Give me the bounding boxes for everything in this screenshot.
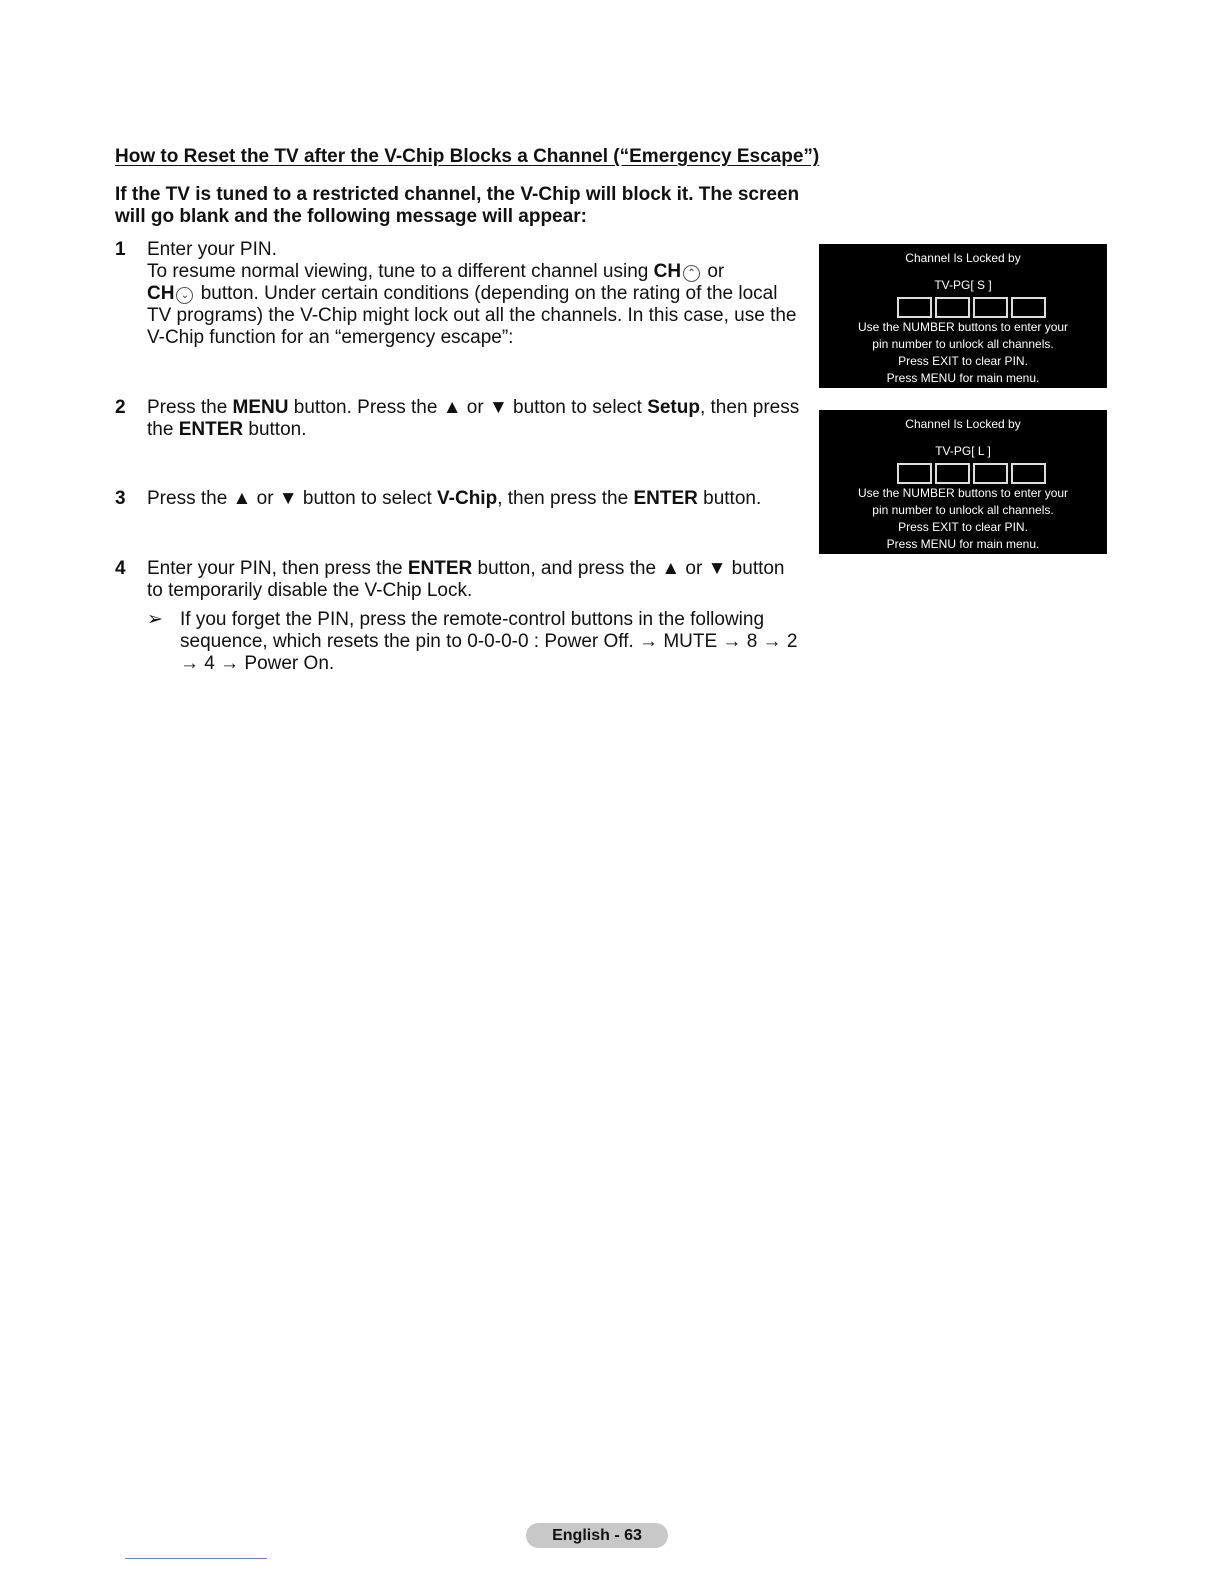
step-1-text: button. Under certain conditions (depending on the rating of the local TV programs) the V-Chip might lock out all the channels. In this case, use the V-Chip function for an “emergency escape”: — [147, 283, 797, 348]
osd-rating: TV-PG[ L ] — [935, 444, 991, 458]
page-number-badge: English - 63 — [526, 1523, 668, 1548]
pin-entry-boxes — [897, 297, 1046, 318]
section-heading: How to Reset the TV after the V-Chip Blocks a Channel (“Emergency Escape”) — [115, 146, 820, 167]
osd-rating: TV-PG[ S ] — [934, 278, 992, 292]
step-number: 1 — [115, 239, 126, 260]
ch-label: CH — [147, 283, 175, 304]
step-1-text: To resume normal viewing, tune to a different channel using — [147, 261, 654, 282]
pin-digit-box — [935, 463, 970, 484]
step-3-text: , then press the — [497, 488, 634, 509]
pin-entry-boxes — [897, 463, 1046, 484]
step-3 — [115, 488, 805, 510]
osd-line: Press EXIT to clear PIN. — [898, 520, 1028, 534]
step-1 — [115, 239, 805, 349]
note — [147, 609, 805, 675]
step-1-text: or — [702, 261, 725, 282]
pin-digit-box — [935, 297, 970, 318]
pin-digit-box — [897, 463, 932, 484]
step-2-text: , then press the — [147, 397, 800, 440]
note-arrow-icon: ➢ — [147, 609, 163, 630]
menu-label: MENU — [232, 397, 289, 418]
osd-locked-screen-1 — [819, 244, 1107, 388]
step-2 — [115, 397, 805, 441]
step-2-text: button. — [243, 419, 307, 440]
osd-line: pin number to unlock all channels. — [872, 503, 1054, 517]
osd-line: Press MENU for main menu. — [886, 537, 1040, 551]
osd-line: Press MENU for main menu. — [886, 371, 1040, 385]
setup-label: Setup — [647, 397, 700, 418]
osd-line: Press EXIT to clear PIN. — [898, 354, 1028, 368]
footer-divider — [125, 1558, 267, 1559]
step-1-line: Enter your PIN. — [147, 239, 277, 260]
intro-text: If the TV is tuned to a restricted channel, the V-Chip will block it. The screen will go blank and the following message will appear: — [115, 184, 800, 227]
enter-label: ENTER — [178, 419, 244, 440]
step-3-text: button. — [697, 488, 762, 509]
pin-digit-box — [897, 297, 932, 318]
osd-line: Use the NUMBER buttons to enter your — [857, 486, 1069, 500]
step-3-text: Press the ▲ or ▼ button to select — [147, 488, 438, 509]
osd-line: pin number to unlock all channels. — [872, 337, 1054, 351]
step-1-body — [147, 261, 805, 349]
step-4-text: Enter your PIN, then press the — [147, 558, 408, 579]
ch-label: CH — [653, 261, 682, 282]
step-4 — [115, 558, 805, 675]
step-number: 2 — [115, 397, 126, 418]
osd-instructions — [819, 319, 1107, 387]
content — [115, 146, 820, 675]
enter-label: ENTER — [407, 558, 473, 579]
step-2-text: Press the — [147, 397, 233, 418]
channel-down-icon: ⌄ — [176, 287, 193, 304]
pin-digit-box — [973, 297, 1008, 318]
step-4-text: button, and press the ▲ or ▼ button to temporarily disable the V-Chip Lock. — [147, 558, 785, 601]
pin-digit-box — [1011, 463, 1046, 484]
pin-digit-box — [1011, 297, 1046, 318]
step-2-text: button. Press the ▲ or ▼ button to select — [288, 397, 648, 418]
osd-instructions — [819, 485, 1107, 553]
channel-up-icon: ⌃ — [683, 265, 700, 282]
enter-label: ENTER — [633, 488, 698, 509]
osd-title: Channel Is Locked by — [905, 417, 1021, 431]
step-number: 3 — [115, 488, 126, 509]
vchip-label: V-Chip — [437, 488, 498, 509]
osd-locked-screen-2 — [819, 410, 1107, 554]
note-text: If you forget the PIN, press the remote-control buttons in the following sequence, which resets the pin to 0-0-0-0 : Power Off. → MUTE → 8 → 2 → 4 → Power On. — [180, 609, 798, 674]
osd-title: Channel Is Locked by — [905, 251, 1021, 265]
step-number: 4 — [115, 558, 126, 579]
pin-digit-box — [973, 463, 1008, 484]
osd-line: Use the NUMBER buttons to enter your — [857, 320, 1069, 334]
